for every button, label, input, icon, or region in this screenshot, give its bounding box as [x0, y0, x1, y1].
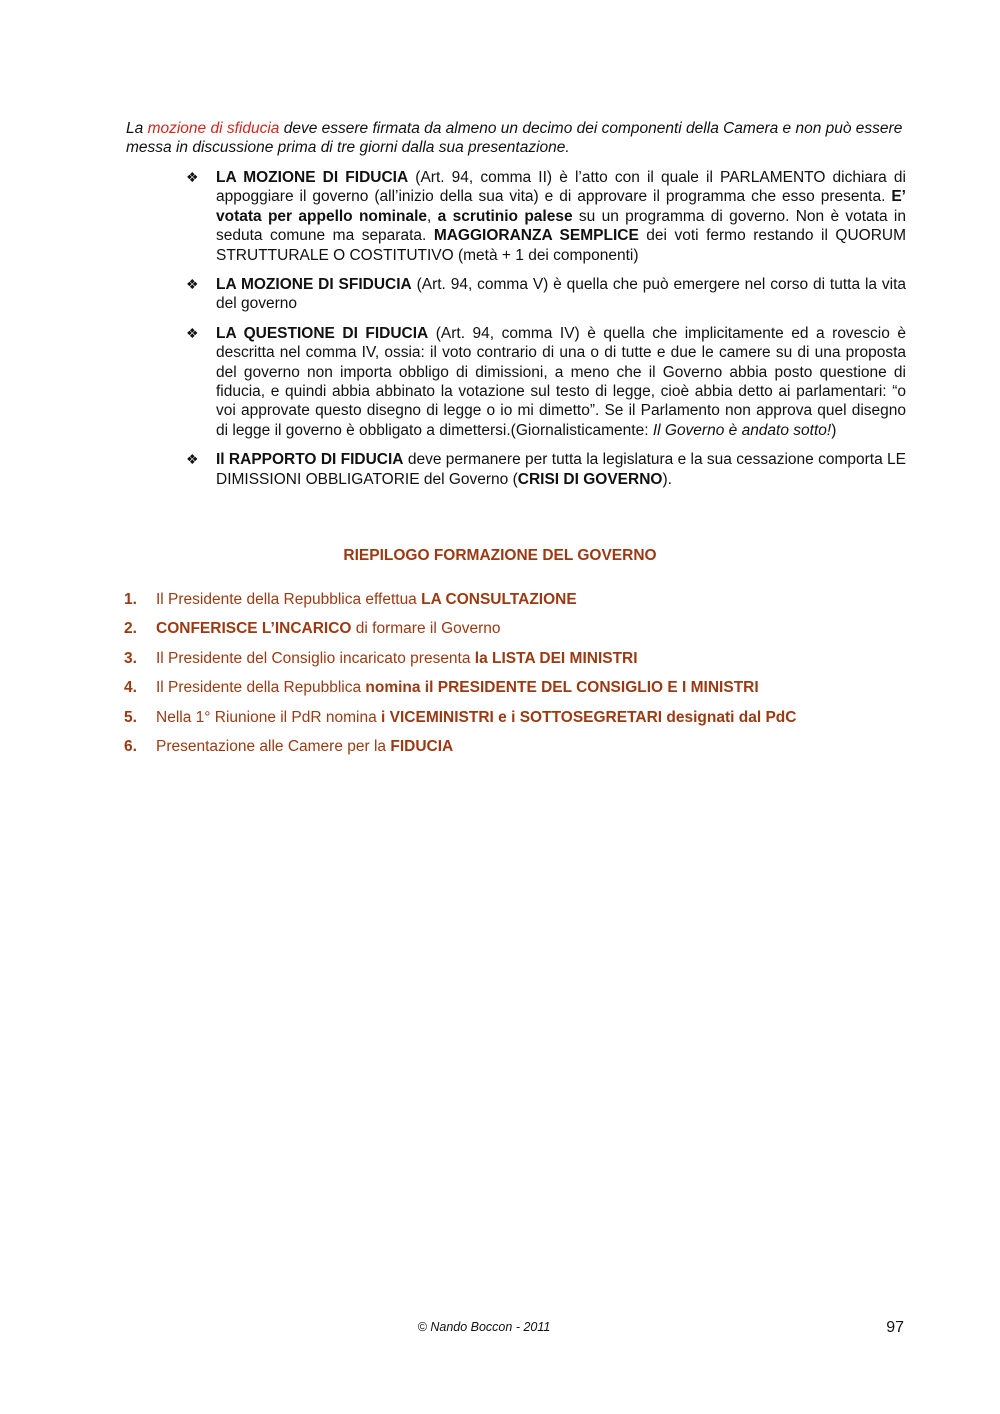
- bullet-heading: Il RAPPORTO DI FIDUCIA: [216, 451, 404, 469]
- step-number: 1.: [124, 591, 137, 608]
- intro-text-1: La: [126, 120, 148, 137]
- bullet-heading: LA QUESTIONE DI FIDUCIA: [216, 324, 429, 342]
- diamond-bullet-icon: ❖: [186, 276, 199, 293]
- summary-step: [124, 708, 924, 727]
- step-bold-text: FIDUCIA: [390, 737, 454, 755]
- bullet-bold-text: MAGGIORANZA SEMPLICE: [433, 227, 639, 245]
- intro-highlight: mozione di sfiducia: [147, 120, 280, 137]
- page-number: 97: [886, 1319, 904, 1336]
- bullet-text: (Art. 94, comma II) è l’atto con il quale il PARLAMENTO dichiara di appoggiare il governo (all’inizio della sua vita) e di approvare il programma che esso presenta.: [216, 169, 906, 206]
- footer-copyright: © Nando Boccon - 2011: [417, 1320, 551, 1334]
- summary-step: [124, 590, 924, 609]
- step-bold-text: nomina il PRESIDENTE DEL CONSIGLIO E I MINISTRI: [365, 679, 759, 697]
- bullet-text: (Art. 94, comma IV) è quella che implicitamente ed a rovescio è descritta nel comma IV, ossia: il voto contrario di una o di tutte e due le camere su di una proposta del governo non importa obbligo di dimissioni, a meno che il Governo abbia posto questione di fiducia, e quindi abbia abbinato la votazione sul testo di legge, cioè abbia detto ai parlamentari: “o voi approvate questo disegno di legge o io mi dimetto”. Se il Parlamento non approva quel disegno di legge il governo è obbligato a dimettersi.(Giornalisticamente:: [216, 324, 906, 439]
- summary-title: RIEPILOGO FORMAZIONE DEL GOVERNO: [343, 547, 657, 564]
- step-text: di formare il Governo: [351, 620, 501, 638]
- bullet-rapporto-fiducia: [186, 450, 906, 489]
- bullet-text: (Art. 94, comma V) è quella che può emergere nel corso di tutta la vita del governo: [216, 276, 907, 313]
- bullet-text: dei voti fermo restando il QUORUM STRUTTURALE O COSTITUTIVO (metà + 1 dei componenti): [216, 227, 906, 264]
- intro-text-2: deve essere firmata da almeno un decimo dei componenti della Camera e non può essere messa in discussione prima di tre giorni dalla sua presentazione.: [126, 120, 903, 156]
- step-text: Nella 1° Riunione il PdR nomina: [156, 708, 382, 726]
- summary-step: [124, 678, 924, 697]
- bullet-mozione-fiducia: [186, 168, 906, 265]
- step-number: 4.: [124, 679, 137, 697]
- step-number: 6.: [124, 737, 137, 755]
- fiducia-bullet-list: [186, 168, 906, 499]
- step-text: Il Presidente della Repubblica effettua: [156, 591, 422, 608]
- bullet-text: su un programma di governo. Non è votata in seduta comune ma separata.: [216, 207, 906, 245]
- summary-steps-list: [124, 590, 924, 766]
- diamond-bullet-icon: ❖: [186, 169, 199, 185]
- step-text: Il Presidente del Consiglio incaricato presenta: [156, 649, 475, 667]
- intro-paragraph: [126, 119, 906, 157]
- bullet-bold-text: a scrutinio palese: [437, 207, 573, 225]
- diamond-bullet-icon: ❖: [186, 451, 199, 468]
- bullet-italic-text: Il Governo è andato sotto!: [652, 421, 832, 439]
- bullet-heading: LA MOZIONE DI FIDUCIA: [216, 169, 409, 186]
- step-number: 2.: [124, 620, 137, 638]
- summary-step: [124, 649, 924, 668]
- bullet-text: ): [831, 421, 837, 439]
- bullet-bold-text: E’ votata per appello nominale: [216, 188, 906, 225]
- bullet-mozione-sfiducia: [186, 275, 906, 314]
- step-bold-text: LA CONSULTAZIONE: [421, 591, 577, 608]
- step-bold-text: la LISTA DEI MINISTRI: [474, 649, 638, 667]
- step-bold-text: i VICEMINISTRI e i SOTTOSEGRETARI designati dal PdC: [381, 708, 797, 726]
- bullet-questione-fiducia: [186, 324, 906, 440]
- bullet-bold-text: CRISI DI GOVERNO: [517, 470, 663, 488]
- summary-step: [124, 737, 924, 756]
- step-bold-text: CONFERISCE L’INCARICO: [156, 620, 352, 638]
- step-number: 5.: [124, 708, 137, 726]
- summary-step: [124, 619, 924, 638]
- step-text: Presentazione alle Camere per la: [156, 737, 391, 755]
- bullet-heading: LA MOZIONE DI SFIDUCIA: [216, 276, 412, 294]
- step-number: 3.: [124, 649, 137, 667]
- diamond-bullet-icon: ❖: [186, 324, 199, 341]
- bullet-text: ).: [662, 470, 672, 488]
- step-text: Il Presidente della Repubblica: [156, 679, 366, 697]
- bullet-text: deve permanere per tutta la legislatura e la sua cessazione comporta LE DIMISSIONI OBBLIGATORIE del Governo (: [216, 451, 906, 488]
- bullet-text: ,: [427, 207, 438, 225]
